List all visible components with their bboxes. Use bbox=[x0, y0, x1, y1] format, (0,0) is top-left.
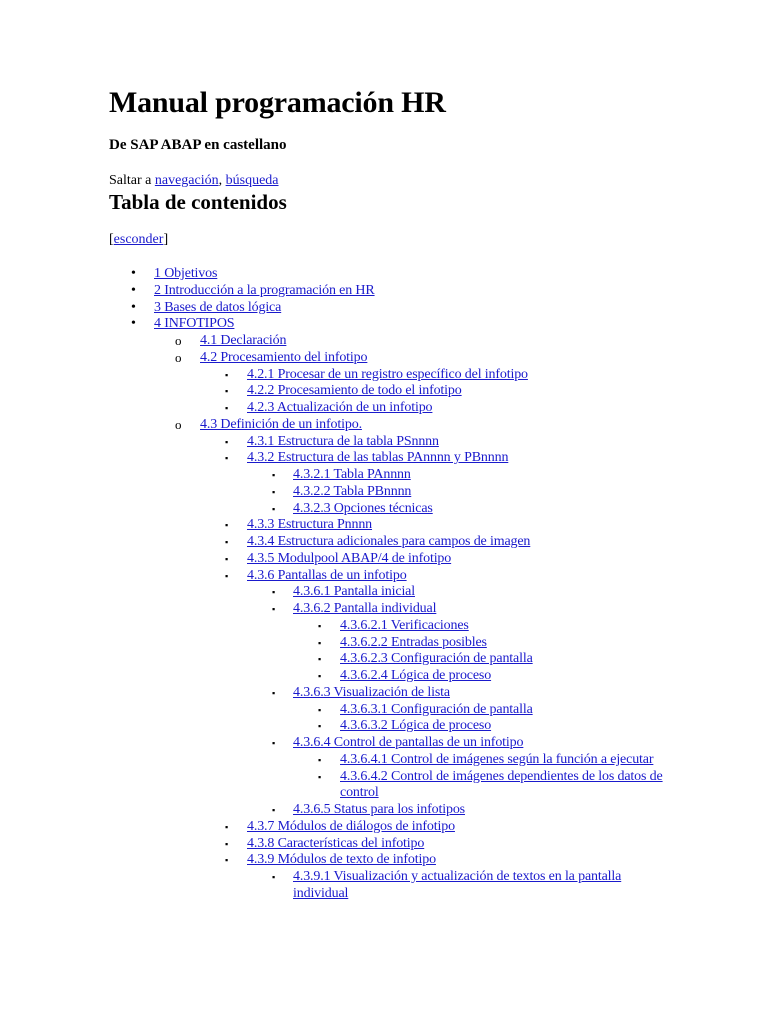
toc-link[interactable]: 1 Objetivos bbox=[154, 266, 218, 281]
toc-bullet-icon: ▪ bbox=[272, 805, 276, 815]
toc-bullet-icon: o bbox=[175, 333, 182, 348]
toc-item bbox=[109, 735, 729, 752]
toc-item bbox=[109, 635, 729, 652]
toc-item bbox=[109, 400, 729, 417]
toc-item bbox=[109, 651, 729, 668]
toc-item bbox=[109, 316, 729, 333]
toc-item bbox=[109, 501, 729, 518]
toc-bullet-icon: ▪ bbox=[225, 436, 229, 447]
toc-bullet-icon: ▪ bbox=[318, 637, 322, 648]
toc-item bbox=[109, 584, 729, 601]
toc-link[interactable]: 4.3.9 Módulos de texto de infotipo bbox=[247, 852, 436, 868]
toc-item bbox=[109, 601, 729, 618]
toc-item bbox=[109, 702, 729, 719]
toc-link[interactable]: 4.3.6.2.4 Lógica de proceso bbox=[340, 668, 492, 683]
toc-link[interactable]: 4.3.8 Características del infotipo bbox=[247, 835, 425, 851]
toc-bullet-icon: ▪ bbox=[272, 872, 276, 882]
toc-bullet-icon: ▪ bbox=[225, 520, 229, 531]
toc-bullet-icon: ▪ bbox=[225, 553, 229, 564]
toc-bullet-icon: ▪ bbox=[318, 754, 322, 765]
page-subtitle: De SAP ABAP en castellano bbox=[109, 137, 287, 153]
toc-bullet-icon: ▪ bbox=[225, 570, 229, 581]
toc-bullet-icon: • bbox=[131, 266, 136, 281]
toc-bullet-icon: ▪ bbox=[225, 537, 229, 547]
toc-bullet-icon: ▪ bbox=[318, 704, 322, 715]
toc-item bbox=[109, 836, 729, 853]
toc-link[interactable]: 4.3.4 Estructura adicionales para campos de imagen bbox=[247, 534, 531, 549]
toc-link[interactable]: 4.3.2 Estructura de las tablas PAnnnn y PBnnnn bbox=[247, 450, 509, 466]
toc-item bbox=[109, 752, 729, 769]
toc-item bbox=[109, 467, 729, 484]
toc-bullet-icon: ▪ bbox=[272, 486, 276, 497]
toc-item bbox=[109, 484, 729, 501]
toc-toggle bbox=[109, 232, 168, 248]
toc-link[interactable]: 4.2.3 Actualización de un infotipo bbox=[247, 400, 433, 415]
toc-bullet-icon: ▪ bbox=[318, 620, 322, 631]
toc-bullet-icon: ▪ bbox=[318, 771, 322, 782]
toc-item bbox=[109, 417, 729, 434]
toc-link[interactable]: 3 Bases de datos lógica bbox=[154, 299, 282, 315]
toc-link[interactable]: 4.3.6.1 Pantalla inicial bbox=[293, 584, 415, 600]
toc-link[interactable]: 4.3.1 Estructura de la tabla PSnnnn bbox=[247, 433, 439, 449]
toc-bracket-open: [ bbox=[109, 232, 114, 247]
toc-item bbox=[109, 618, 729, 635]
toc-bullet-icon: ▪ bbox=[318, 654, 322, 665]
toc-bullet-icon: ▪ bbox=[225, 838, 229, 849]
toc-item bbox=[109, 685, 729, 702]
toc-link[interactable]: 4.3.6.3.1 Configuración de pantalla bbox=[340, 701, 533, 717]
toc-bullet-icon: ▪ bbox=[272, 587, 276, 598]
toc-link[interactable]: 4.3.6.2.1 Verificaciones bbox=[340, 617, 469, 633]
toc-item bbox=[109, 869, 729, 903]
toc-bullet-icon: ▪ bbox=[318, 721, 322, 732]
jump-search-link[interactable]: búsqueda bbox=[225, 173, 279, 188]
toc-list bbox=[109, 266, 729, 903]
toc-link[interactable]: 4 INFOTIPOS bbox=[154, 316, 235, 332]
toc-link[interactable]: 4.3.7 Módulos de diálogos de infotipo bbox=[247, 818, 455, 834]
toc-link[interactable]: 4.3.3 Estructura Pnnnn bbox=[247, 517, 373, 533]
toc-bullet-icon: ▪ bbox=[225, 369, 229, 380]
toc-link[interactable]: 4.3 Definición de un infotipo. bbox=[200, 416, 362, 432]
toc-item bbox=[109, 551, 729, 568]
toc-bullet-icon: • bbox=[131, 299, 136, 315]
toc-link[interactable]: 2 Introducción a la programación en HR bbox=[154, 282, 375, 298]
toc-link[interactable]: 4.3.6.2 Pantalla individual bbox=[293, 601, 437, 616]
toc-link[interactable]: 4.2 Procesamiento del infotipo bbox=[200, 349, 368, 365]
toc-link[interactable]: 4.3.6.5 Status para los infotipos bbox=[293, 802, 465, 817]
toc-link[interactable]: 4.3.6 Pantallas de un infotipo bbox=[247, 567, 407, 583]
toc-link[interactable]: 4.2.2 Procesamiento de todo el infotipo bbox=[247, 383, 462, 399]
toc-link[interactable]: 4.3.6.4 Control de pantallas de un infotipo bbox=[293, 735, 524, 750]
toc-link[interactable]: 4.3.6.4.2 Control de imágenes dependientes de los datos de control bbox=[340, 768, 663, 801]
toc-item bbox=[109, 852, 729, 869]
toc-bullet-icon: o bbox=[175, 349, 182, 365]
toc-item bbox=[109, 450, 729, 467]
toc-bullet-icon: ▪ bbox=[272, 604, 276, 614]
toc-link[interactable]: 4.2.1 Procesar de un registro específico del infotipo bbox=[247, 366, 528, 382]
toc-hide-link[interactable]: esconder bbox=[113, 232, 164, 247]
toc-bullet-icon: ▪ bbox=[272, 470, 276, 480]
toc-item bbox=[109, 367, 729, 384]
toc-bullet-icon: ▪ bbox=[272, 738, 276, 748]
toc-bullet-icon: ▪ bbox=[225, 403, 229, 413]
toc-bullet-icon: • bbox=[131, 282, 136, 298]
toc-item bbox=[109, 718, 729, 735]
toc-item bbox=[109, 802, 729, 819]
toc-bullet-icon: ▪ bbox=[225, 821, 229, 832]
toc-link[interactable]: 4.1 Declaración bbox=[200, 333, 287, 348]
toc-item bbox=[109, 534, 729, 551]
toc-link[interactable]: 4.3.2.1 Tabla PAnnnn bbox=[293, 467, 411, 482]
toc-link[interactable]: 4.3.2.3 Opciones técnicas bbox=[293, 500, 433, 516]
toc-link[interactable]: 4.3.6.2.2 Entradas posibles bbox=[340, 634, 487, 650]
toc-link[interactable]: 4.3.2.2 Tabla PBnnnn bbox=[293, 483, 412, 499]
toc-link[interactable]: 4.3.5 Modulpool ABAP/4 de infotipo bbox=[247, 550, 452, 566]
toc-item bbox=[109, 300, 729, 317]
toc-bullet-icon: ▪ bbox=[225, 453, 229, 464]
page-title: Manual programación HR bbox=[109, 86, 446, 119]
jump-separator: , bbox=[218, 173, 226, 188]
toc-item bbox=[109, 333, 729, 350]
toc-item bbox=[109, 668, 729, 685]
toc-item bbox=[109, 434, 729, 451]
toc-link[interactable]: 4.3.6.2.3 Configuración de pantalla bbox=[340, 651, 533, 667]
toc-item bbox=[109, 283, 729, 300]
toc-item bbox=[109, 819, 729, 836]
toc-bracket-close: ] bbox=[163, 232, 169, 247]
toc-bullet-icon: ▪ bbox=[272, 687, 276, 698]
toc-item bbox=[109, 383, 729, 400]
toc-item bbox=[109, 517, 729, 534]
jump-navigation-link[interactable]: navegación bbox=[154, 173, 219, 188]
toc-bullet-icon: ▪ bbox=[225, 855, 229, 866]
toc-link[interactable]: 4.3.6.3.2 Lógica de proceso bbox=[340, 718, 492, 734]
toc-item bbox=[109, 350, 729, 367]
toc-item bbox=[109, 266, 729, 283]
toc-item bbox=[109, 769, 729, 803]
toc-item bbox=[109, 568, 729, 585]
toc-bullet-icon: o bbox=[175, 416, 182, 432]
toc-heading: Tabla de contenidos bbox=[109, 190, 287, 214]
jump-links bbox=[109, 173, 279, 189]
jump-prefix: Saltar a bbox=[109, 173, 155, 188]
toc-link[interactable]: 4.3.6.3 Visualización de lista bbox=[293, 684, 450, 700]
toc-link[interactable]: 4.3.9.1 Visualización y actualización de textos en la pantalla individual bbox=[293, 869, 622, 901]
toc-bullet-icon: ▪ bbox=[272, 503, 276, 514]
toc-link[interactable]: 4.3.6.4.1 Control de imágenes según la función a ejecutar bbox=[340, 751, 654, 767]
toc-bullet-icon: • bbox=[131, 316, 136, 332]
toc-bullet-icon: ▪ bbox=[225, 386, 229, 397]
toc-bullet-icon: ▪ bbox=[318, 671, 322, 681]
